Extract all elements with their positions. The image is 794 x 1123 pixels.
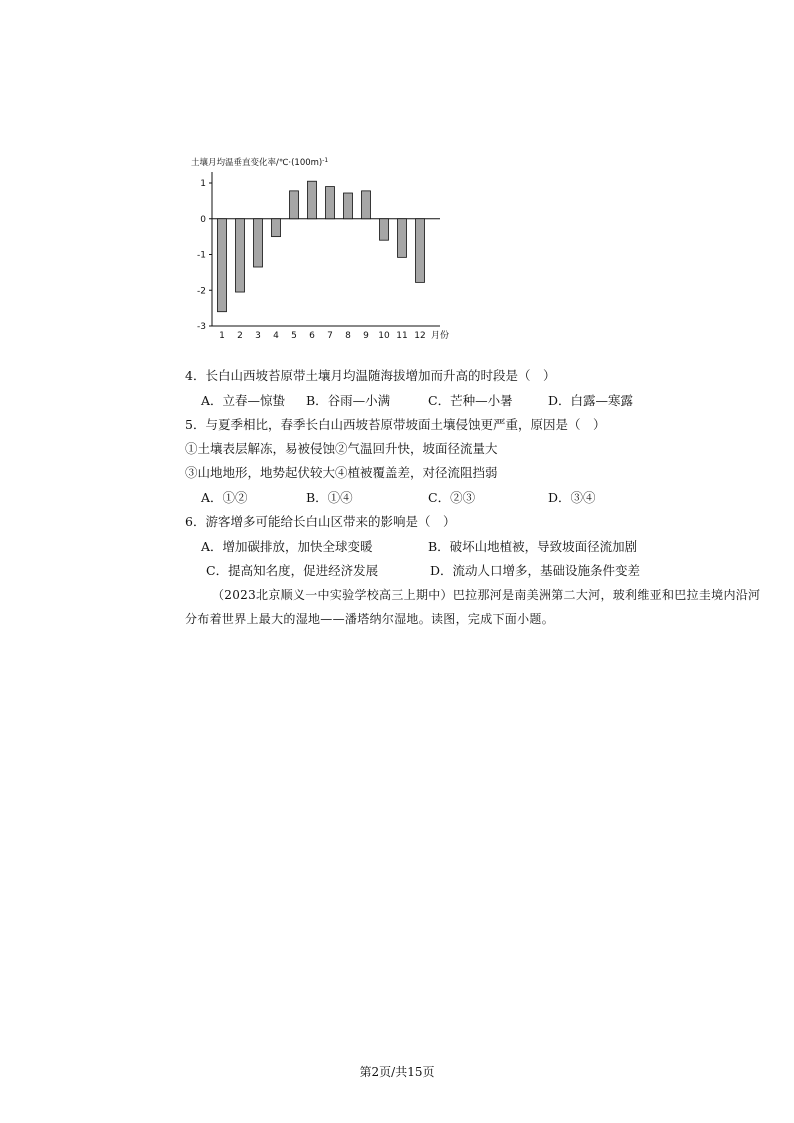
q5-option-a: A．①② bbox=[201, 490, 248, 505]
y-tick-label: 0 bbox=[200, 214, 206, 225]
bar-month-1 bbox=[218, 219, 227, 312]
q4-option-b: B．谷雨—小满 bbox=[306, 393, 391, 408]
chart-y-ticks bbox=[197, 179, 212, 332]
bar-month-10 bbox=[380, 219, 389, 240]
bar-month-4 bbox=[272, 219, 281, 237]
q4-option-d: D．白露—寒露 bbox=[548, 393, 634, 408]
q5-option-d: D．③④ bbox=[548, 490, 596, 505]
chart-bars bbox=[218, 181, 425, 311]
bar-month-12 bbox=[416, 219, 425, 283]
q4-option-c: C．芒种—小暑 bbox=[428, 393, 513, 408]
x-tick-label: 11 bbox=[396, 331, 408, 341]
x-tick-label: 3 bbox=[255, 331, 261, 341]
bar-month-9 bbox=[362, 191, 371, 219]
bar-month-5 bbox=[290, 191, 299, 219]
q6-option-d: D．流动人口增多，基础设施条件变差 bbox=[430, 563, 641, 578]
x-tick-label: 5 bbox=[291, 331, 297, 341]
bar-month-7 bbox=[326, 187, 335, 219]
bar-month-11 bbox=[398, 219, 407, 258]
bar-month-6 bbox=[308, 181, 317, 219]
chart-x-axis-label: 月份 bbox=[431, 331, 450, 341]
x-tick-label: 7 bbox=[327, 331, 333, 341]
chart-x-ticks bbox=[219, 331, 426, 341]
bar-month-3 bbox=[254, 219, 263, 267]
x-tick-label: 1 bbox=[219, 331, 225, 341]
x-tick-label: 10 bbox=[378, 331, 390, 341]
question-5-stem: 5．与夏季相比，春季长白山西坡苔原带坡面土壤侵蚀更严重，原因是（ ） bbox=[185, 417, 606, 432]
source-intro-line-1: （2023北京顺义一中实验学校高三上期中）巴拉那河是南美洲第二大河，玻利维亚和巴拉圭境内沿河 bbox=[212, 588, 761, 602]
y-tick-label: 1 bbox=[200, 179, 206, 189]
q5-statement-line-1: ①土壤表层解冻，易被侵蚀②气温回升快，坡面径流量大 bbox=[185, 441, 498, 456]
q5-option-c: C．②③ bbox=[428, 490, 476, 505]
x-tick-label: 8 bbox=[345, 331, 351, 341]
y-tick-label: -1 bbox=[197, 250, 206, 261]
x-tick-label: 2 bbox=[237, 331, 243, 341]
soil-temperature-chart bbox=[185, 150, 465, 345]
q6-option-c: C．提高知名度，促进经济发展 bbox=[206, 563, 379, 578]
y-tick-label: -2 bbox=[197, 286, 206, 297]
x-tick-label: 4 bbox=[273, 331, 279, 341]
source-intro-line-2: 分布着世界上最大的湿地——潘塔纳尔湿地。读图，完成下面小题。 bbox=[185, 612, 555, 626]
bar-month-8 bbox=[344, 193, 353, 219]
q4-option-a: A．立春—惊蛰 bbox=[201, 393, 286, 408]
q6-option-b: B．破坏山地植被，导致坡面径流加剧 bbox=[428, 539, 638, 554]
x-tick-label: 9 bbox=[363, 331, 369, 341]
q5-statement-line-2: ③山地地形，地势起伏较大④植被覆盖差，对径流阻挡弱 bbox=[185, 465, 498, 480]
question-6-stem: 6．游客增多可能给长白山区带来的影响是（ ） bbox=[185, 514, 456, 529]
x-tick-label: 6 bbox=[309, 331, 315, 341]
chart-y-axis-label: 土壤月均温垂直变化率$/℃\cdot(100m)^{-1}$ bbox=[191, 157, 329, 168]
y-tick-label: -3 bbox=[197, 322, 206, 332]
q5-option-b: B．①④ bbox=[306, 490, 353, 505]
page-footer: 第2页/共15页 bbox=[359, 1065, 435, 1079]
x-tick-label: 12 bbox=[414, 331, 426, 341]
bar-month-2 bbox=[236, 219, 245, 292]
q6-option-a: A．增加碳排放，加快全球变暖 bbox=[201, 539, 373, 554]
question-4-stem: 4．长白山西坡苔原带土壤月均温随海拔增加而升高的时段是（ ） bbox=[185, 368, 556, 383]
